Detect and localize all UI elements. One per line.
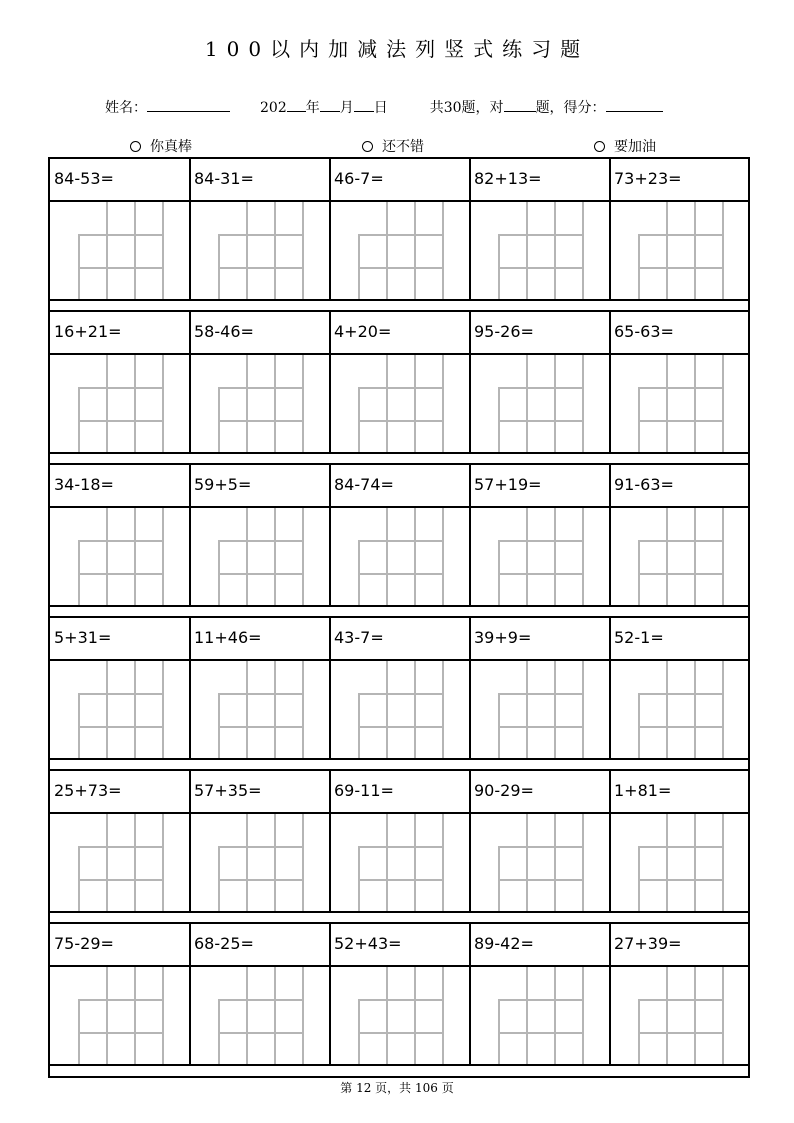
vertical-calc-box[interactable]: [78, 202, 162, 299]
guide-line: [414, 661, 416, 758]
guide-line: [218, 420, 304, 422]
problem-cell: [50, 157, 190, 301]
problem-row: [50, 463, 748, 607]
guide-line: [358, 267, 444, 269]
name-label: 姓名：: [105, 100, 147, 116]
guide-line: [78, 234, 164, 236]
rating-label: 你真棒: [150, 139, 192, 155]
guide-line: [694, 355, 696, 452]
guide-line: [218, 267, 304, 269]
guide-line: [358, 540, 444, 542]
guide-line: [246, 508, 248, 605]
month-blank[interactable]: [320, 97, 340, 112]
guide-line: [134, 508, 136, 605]
problem-text: 75-29=: [54, 934, 114, 953]
problem-cell: [190, 769, 330, 913]
guide-line: [134, 355, 136, 452]
vertical-calc-box[interactable]: [218, 202, 302, 299]
guide-line: [246, 202, 248, 299]
problem-text: 57+35=: [194, 781, 262, 800]
vertical-calc-box[interactable]: [638, 508, 722, 605]
problem-cell: [330, 310, 470, 454]
vertical-calc-box[interactable]: [358, 661, 442, 758]
guide-line: [638, 1032, 724, 1034]
correct-count-blank[interactable]: [504, 97, 536, 112]
guide-line: [218, 387, 304, 389]
guide-line: [638, 234, 724, 236]
problem-cell: [330, 463, 470, 607]
guide-line: [498, 573, 584, 575]
guide-line: [78, 879, 164, 881]
guide-line: [358, 999, 444, 1001]
guide-line: [498, 420, 584, 422]
problem-text: 73+23=: [614, 169, 682, 188]
guide-line: [106, 967, 108, 1064]
guide-line: [694, 661, 696, 758]
guide-line: [274, 967, 276, 1064]
guide-line: [694, 967, 696, 1064]
circle-icon: [362, 141, 373, 152]
guide-line: [218, 234, 304, 236]
vertical-calc-box[interactable]: [498, 508, 582, 605]
guide-line: [694, 508, 696, 605]
guide-line: [722, 508, 724, 605]
problem-cell: [50, 463, 190, 607]
guide-line: [722, 814, 724, 911]
guide-line: [78, 726, 164, 728]
guide-line: [358, 420, 444, 422]
vertical-calc-box[interactable]: [498, 355, 582, 452]
guide-line: [218, 693, 304, 695]
guide-line: [526, 661, 528, 758]
guide-line: [526, 967, 528, 1064]
problem-text: 46-7=: [334, 169, 384, 188]
problem-cell: [470, 157, 610, 301]
guide-line: [442, 355, 444, 452]
guide-line: [442, 661, 444, 758]
vertical-calc-box[interactable]: [78, 355, 162, 452]
problem-cell: [610, 310, 750, 454]
problem-cell: [470, 922, 610, 1066]
day-label: 日: [373, 100, 388, 116]
guide-line: [78, 693, 164, 695]
vertical-calc-box[interactable]: [358, 508, 442, 605]
vertical-calc-box[interactable]: [498, 202, 582, 299]
guide-line: [498, 234, 584, 236]
vertical-calc-box[interactable]: [78, 661, 162, 758]
guide-line: [498, 387, 584, 389]
guide-line: [414, 967, 416, 1064]
problem-text: 84-31=: [194, 169, 254, 188]
guide-line: [106, 355, 108, 452]
guide-line: [582, 508, 584, 605]
problem-grid: [48, 157, 750, 1078]
problem-cell: [470, 463, 610, 607]
guide-line: [302, 967, 304, 1064]
guide-line: [162, 967, 164, 1064]
guide-line: [414, 508, 416, 605]
vertical-calc-box[interactable]: [358, 967, 442, 1064]
guide-line: [162, 355, 164, 452]
guide-line: [134, 661, 136, 758]
vertical-calc-box[interactable]: [638, 355, 722, 452]
name-blank[interactable]: [147, 97, 230, 112]
guide-line: [638, 693, 724, 695]
problem-cell: [190, 310, 330, 454]
problem-text: 59+5=: [194, 475, 252, 494]
guide-line: [274, 814, 276, 911]
guide-line: [498, 693, 584, 695]
guide-line: [638, 879, 724, 881]
guide-line: [722, 661, 724, 758]
guide-line: [274, 355, 276, 452]
guide-line: [638, 420, 724, 422]
problem-text: 52-1=: [614, 628, 664, 647]
problem-row: [50, 616, 748, 760]
problem-cell: [190, 157, 330, 301]
guide-line: [358, 1032, 444, 1034]
guide-line: [218, 726, 304, 728]
guide-line: [218, 879, 304, 881]
guide-line: [302, 661, 304, 758]
problem-text: 95-26=: [474, 322, 534, 341]
problem-text: 16+21=: [54, 322, 122, 341]
guide-line: [666, 202, 668, 299]
guide-line: [638, 726, 724, 728]
guide-line: [78, 999, 164, 1001]
guide-line: [582, 355, 584, 452]
vertical-calc-box[interactable]: [218, 355, 302, 452]
guide-line: [526, 814, 528, 911]
problem-cell: [330, 157, 470, 301]
rating-option-3[interactable]: [594, 136, 656, 156]
vertical-calc-box[interactable]: [498, 661, 582, 758]
problem-cell: [330, 616, 470, 760]
guide-line: [582, 202, 584, 299]
guide-line: [666, 508, 668, 605]
problem-cell: [50, 769, 190, 913]
guide-line: [526, 508, 528, 605]
vertical-calc-box[interactable]: [498, 967, 582, 1064]
guide-line: [246, 355, 248, 452]
problem-cell: [610, 157, 750, 301]
problem-cell: [190, 922, 330, 1066]
vertical-calc-box[interactable]: [78, 814, 162, 911]
year-prefix: 202: [260, 100, 287, 116]
guide-line: [246, 661, 248, 758]
guide-line: [162, 814, 164, 911]
problem-cell: [190, 616, 330, 760]
guide-line: [274, 661, 276, 758]
guide-line: [218, 573, 304, 575]
guide-line: [498, 879, 584, 881]
guide-line: [694, 814, 696, 911]
guide-line: [134, 814, 136, 911]
problem-cell: [50, 922, 190, 1066]
guide-line: [358, 387, 444, 389]
problem-text: 69-11=: [334, 781, 394, 800]
problem-row: [50, 310, 748, 454]
guide-line: [246, 967, 248, 1064]
vertical-calc-box[interactable]: [218, 508, 302, 605]
problem-cell: [470, 616, 610, 760]
guide-line: [638, 387, 724, 389]
problem-row: [50, 922, 748, 1066]
problem-text: 89-42=: [474, 934, 534, 953]
guide-line: [246, 814, 248, 911]
problem-cell: [190, 463, 330, 607]
vertical-calc-box[interactable]: [638, 814, 722, 911]
guide-line: [638, 999, 724, 1001]
vertical-calc-box[interactable]: [78, 967, 162, 1064]
correct-suffix: 题，得分：: [535, 100, 606, 116]
guide-line: [498, 726, 584, 728]
guide-line: [78, 420, 164, 422]
rating-option-2[interactable]: [362, 136, 424, 156]
problem-cell: [610, 463, 750, 607]
guide-line: [358, 846, 444, 848]
problem-text: 84-74=: [334, 475, 394, 494]
guide-line: [386, 355, 388, 452]
guide-line: [134, 202, 136, 299]
year-blank[interactable]: [287, 97, 306, 112]
total-text: 共30题，对: [429, 100, 504, 116]
month-label: 月: [339, 100, 354, 116]
day-blank[interactable]: [354, 97, 374, 112]
guide-line: [442, 814, 444, 911]
guide-line: [442, 508, 444, 605]
vertical-calc-box[interactable]: [218, 967, 302, 1064]
problem-text: 27+39=: [614, 934, 682, 953]
guide-line: [274, 508, 276, 605]
rating-option-1[interactable]: [130, 136, 192, 156]
problem-text: 65-63=: [614, 322, 674, 341]
problem-row: [50, 769, 748, 913]
problem-text: 68-25=: [194, 934, 254, 953]
problem-text: 82+13=: [474, 169, 542, 188]
guide-line: [442, 202, 444, 299]
guide-line: [722, 202, 724, 299]
page-footer: 第 12 页，共 106 页: [340, 1081, 454, 1095]
guide-line: [582, 814, 584, 911]
guide-line: [694, 202, 696, 299]
guide-line: [722, 355, 724, 452]
guide-line: [78, 1032, 164, 1034]
problem-cell: [470, 769, 610, 913]
problem-cell: [610, 616, 750, 760]
guide-line: [554, 814, 556, 911]
circle-icon: [594, 141, 605, 152]
guide-line: [554, 202, 556, 299]
problem-cell: [610, 769, 750, 913]
problem-cell: [610, 922, 750, 1066]
guide-line: [274, 202, 276, 299]
vertical-calc-box[interactable]: [218, 661, 302, 758]
guide-line: [218, 1032, 304, 1034]
vertical-calc-box[interactable]: [358, 202, 442, 299]
vertical-calc-box[interactable]: [358, 355, 442, 452]
problem-cell: [330, 769, 470, 913]
guide-line: [638, 573, 724, 575]
problem-text: 58-46=: [194, 322, 254, 341]
guide-line: [638, 267, 724, 269]
student-info-line: [105, 97, 663, 117]
guide-line: [358, 573, 444, 575]
guide-line: [302, 355, 304, 452]
guide-line: [386, 661, 388, 758]
vertical-calc-box[interactable]: [638, 661, 722, 758]
rating-label: 要加油: [614, 139, 656, 155]
guide-line: [554, 967, 556, 1064]
guide-line: [414, 202, 416, 299]
rating-label: 还不错: [382, 139, 424, 155]
problem-cell: [50, 310, 190, 454]
problem-text: 43-7=: [334, 628, 384, 647]
guide-line: [302, 814, 304, 911]
problem-text: 52+43=: [334, 934, 402, 953]
guide-line: [78, 846, 164, 848]
guide-line: [526, 202, 528, 299]
problem-text: 34-18=: [54, 475, 114, 494]
guide-line: [442, 967, 444, 1064]
guide-line: [162, 508, 164, 605]
vertical-calc-box[interactable]: [78, 508, 162, 605]
guide-line: [78, 267, 164, 269]
guide-line: [386, 967, 388, 1064]
guide-line: [358, 726, 444, 728]
guide-line: [722, 967, 724, 1064]
guide-line: [666, 355, 668, 452]
guide-line: [666, 967, 668, 1064]
guide-line: [106, 202, 108, 299]
worksheet-title: 100以内加减法列竖式练习题: [204, 37, 590, 61]
guide-line: [386, 202, 388, 299]
problem-text: 4+20=: [334, 322, 392, 341]
problem-text: 5+31=: [54, 628, 112, 647]
problem-text: 39+9=: [474, 628, 532, 647]
guide-line: [554, 355, 556, 452]
guide-line: [218, 540, 304, 542]
guide-line: [162, 661, 164, 758]
problem-text: 90-29=: [474, 781, 534, 800]
vertical-calc-box[interactable]: [638, 202, 722, 299]
problem-cell: [330, 922, 470, 1066]
guide-line: [78, 540, 164, 542]
guide-line: [554, 661, 556, 758]
guide-line: [302, 202, 304, 299]
vertical-calc-box[interactable]: [218, 814, 302, 911]
problem-text: 57+19=: [474, 475, 542, 494]
guide-line: [162, 202, 164, 299]
guide-line: [666, 661, 668, 758]
vertical-calc-box[interactable]: [638, 967, 722, 1064]
problem-text: 91-63=: [614, 475, 674, 494]
guide-line: [106, 814, 108, 911]
problem-row: [50, 157, 748, 301]
guide-line: [498, 267, 584, 269]
circle-icon: [130, 141, 141, 152]
guide-line: [582, 661, 584, 758]
guide-line: [386, 814, 388, 911]
guide-line: [302, 508, 304, 605]
guide-line: [414, 355, 416, 452]
guide-line: [498, 846, 584, 848]
guide-line: [638, 540, 724, 542]
guide-line: [218, 999, 304, 1001]
guide-line: [106, 661, 108, 758]
problem-text: 1+81=: [614, 781, 672, 800]
guide-line: [386, 508, 388, 605]
guide-line: [218, 846, 304, 848]
problem-cell: [50, 616, 190, 760]
score-blank[interactable]: [606, 97, 663, 112]
guide-line: [358, 879, 444, 881]
guide-line: [414, 814, 416, 911]
guide-line: [526, 355, 528, 452]
guide-line: [358, 693, 444, 695]
problem-text: 25+73=: [54, 781, 122, 800]
guide-line: [78, 387, 164, 389]
guide-line: [498, 540, 584, 542]
problem-text: 11+46=: [194, 628, 262, 647]
guide-line: [638, 846, 724, 848]
guide-line: [666, 814, 668, 911]
guide-line: [498, 1032, 584, 1034]
guide-line: [106, 508, 108, 605]
guide-line: [498, 999, 584, 1001]
vertical-calc-box[interactable]: [498, 814, 582, 911]
guide-line: [582, 967, 584, 1064]
guide-line: [78, 573, 164, 575]
year-label: 年: [305, 100, 320, 116]
problem-cell: [470, 310, 610, 454]
problem-text: 84-53=: [54, 169, 114, 188]
vertical-calc-box[interactable]: [358, 814, 442, 911]
guide-line: [358, 234, 444, 236]
guide-line: [554, 508, 556, 605]
guide-line: [134, 967, 136, 1064]
